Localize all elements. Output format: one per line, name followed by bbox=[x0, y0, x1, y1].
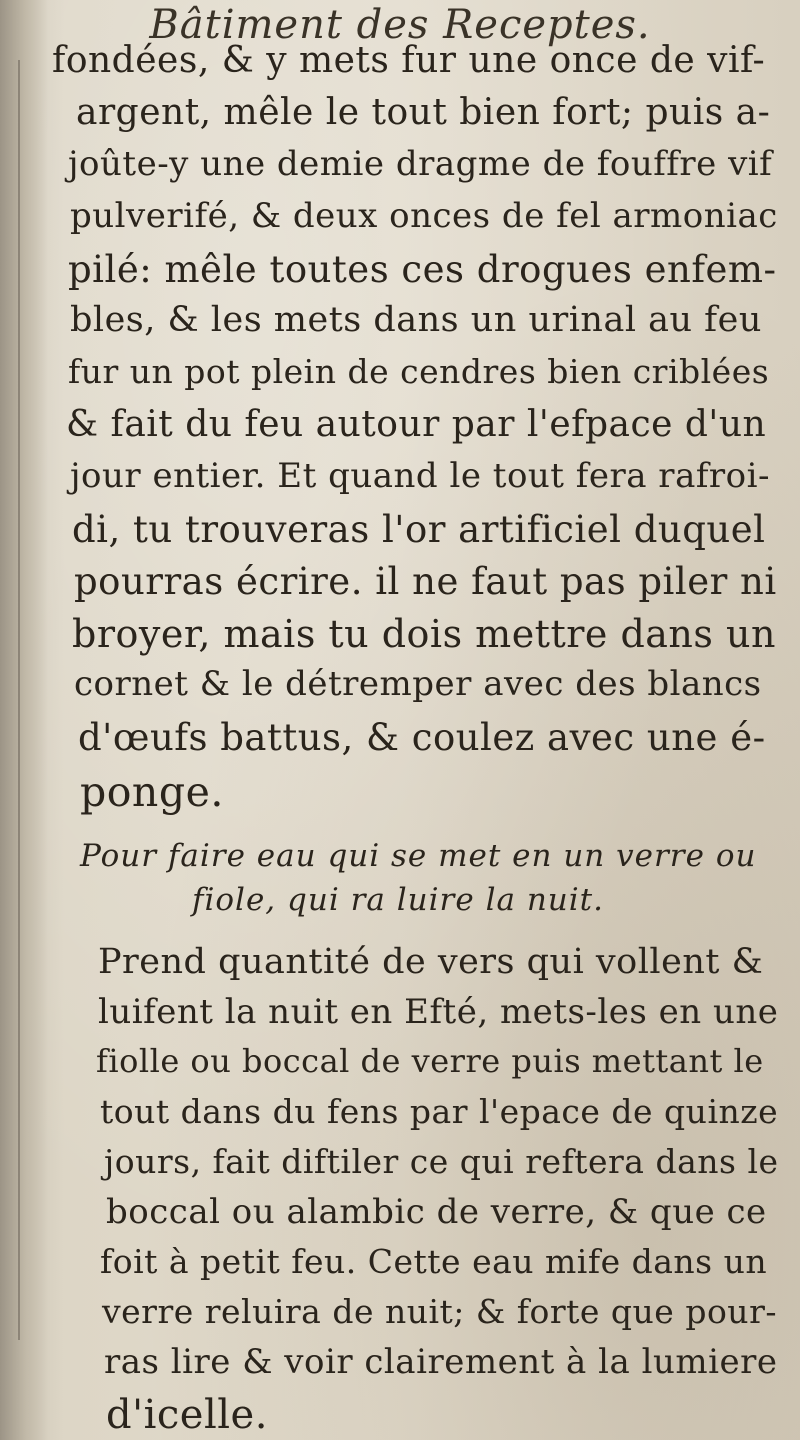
text-line: ras lire & voir clairement à la lumiere bbox=[104, 1342, 778, 1382]
text-line: fondées, & y mets fur une once de vif- bbox=[52, 40, 766, 81]
title-line: fiole, qui ra luire la nuit. bbox=[192, 882, 604, 918]
running-header: Bâtiment des Receptes. bbox=[149, 2, 651, 48]
text-line: pilé: mêle toutes ces drogues enfem- bbox=[68, 248, 777, 291]
text-line: cornet & le détremper avec des blancs bbox=[74, 664, 762, 704]
text-line: verre reluira de nuit; & forte que pour- bbox=[102, 1292, 777, 1331]
text-line: fur un pot plein de cendres bien criblées bbox=[68, 352, 770, 391]
text-line: d'œufs battus, & coulez avec une é- bbox=[78, 716, 766, 759]
text-line: argent, mêle le tout bien fort; puis a- bbox=[76, 92, 771, 133]
text-line: & fait du feu autour par l'efpace d'un bbox=[66, 404, 767, 445]
text-line: bles, & les mets dans un urinal au feu bbox=[70, 300, 762, 340]
text-line: jours, fait diftiler ce qui reftera dans le bbox=[104, 1142, 779, 1181]
text-line: fiolle ou boccal de verre puis mettant le bbox=[96, 1042, 764, 1080]
text-line: d'icelle. bbox=[106, 1392, 268, 1438]
text-line: pourras écrire. il ne faut pas piler ni bbox=[74, 560, 777, 603]
text-line: di, tu trouveras l'or artificiel duquel bbox=[72, 508, 766, 551]
gutter-shadow-line bbox=[18, 60, 20, 1340]
text-line: foit à petit feu. Cette eau mife dans un bbox=[100, 1242, 768, 1281]
book-gutter bbox=[0, 0, 48, 1440]
text-line: boccal ou alambic de verre, & que ce bbox=[106, 1192, 767, 1232]
text-line: Prend quantité de vers qui vollent & bbox=[98, 942, 764, 982]
text-line: ponge. bbox=[80, 768, 224, 816]
text-line: luifent la nuit en Efté, mets-les en une bbox=[98, 992, 779, 1032]
text-line: tout dans du fens par l'epace de quinze bbox=[100, 1092, 779, 1131]
text-line: broyer, mais tu dois mettre dans un bbox=[72, 612, 776, 656]
text-line: jour entier. Et quand le tout fera rafroi- bbox=[70, 456, 771, 496]
text-line: joûte-y une demie dragme de fouffre vif bbox=[68, 144, 773, 184]
title-line: Pour faire eau qui se met en un verre ou bbox=[80, 838, 757, 874]
text-line: pulverifé, & deux onces de fel armoniac bbox=[70, 196, 778, 236]
